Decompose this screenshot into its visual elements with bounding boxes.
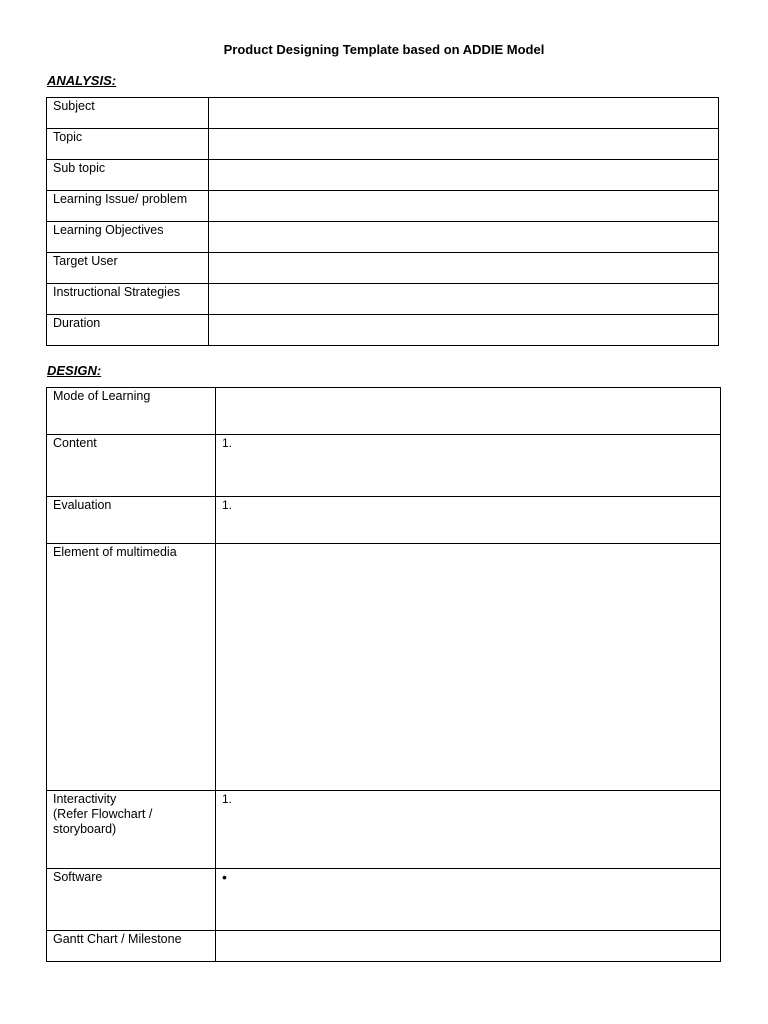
table-row — [47, 98, 719, 129]
table-row — [47, 791, 721, 869]
learning-issue-field[interactable] — [209, 191, 719, 222]
analysis-heading: ANALYSIS: — [47, 73, 117, 88]
row-label-instructional-strategies: Instructional Strategies — [47, 284, 209, 315]
duration-field[interactable] — [209, 315, 719, 346]
row-label-learning-objectives: Learning Objectives — [47, 222, 209, 253]
analysis-table — [46, 97, 719, 346]
row-label-subject: Subject — [47, 98, 209, 129]
table-row — [47, 222, 719, 253]
software-field[interactable]: • — [216, 869, 721, 931]
design-table — [46, 387, 721, 962]
topic-field[interactable] — [209, 129, 719, 160]
table-row — [47, 435, 721, 497]
gantt-chart-field[interactable] — [216, 931, 721, 962]
learning-objectives-field[interactable] — [209, 222, 719, 253]
row-label-element-of-multimedia: Element of multimedia — [47, 544, 216, 791]
document-title: Product Designing Template based on ADDIE Model — [223, 42, 545, 57]
table-row — [47, 388, 721, 435]
row-label-sub-topic: Sub topic — [47, 160, 209, 191]
row-label-mode-of-learning: Mode of Learning — [47, 388, 216, 435]
table-row — [47, 931, 721, 962]
row-label-gantt-chart: Gantt Chart / Milestone — [47, 931, 216, 962]
evaluation-field[interactable]: 1. — [216, 497, 721, 544]
subject-field[interactable] — [209, 98, 719, 129]
row-label-software: Software — [47, 869, 216, 931]
row-label-interactivity: Interactivity (Refer Flowchart / storyboard) — [47, 791, 216, 869]
content-field[interactable]: 1. — [216, 435, 721, 497]
table-row — [47, 253, 719, 284]
row-label-content: Content — [47, 435, 216, 497]
row-label-target-user: Target User — [47, 253, 209, 284]
design-heading: DESIGN: — [47, 363, 102, 378]
table-row — [47, 315, 719, 346]
table-row — [47, 497, 721, 544]
mode-of-learning-field[interactable] — [216, 388, 721, 435]
table-row — [47, 284, 719, 315]
table-row — [47, 160, 719, 191]
row-label-evaluation: Evaluation — [47, 497, 216, 544]
interactivity-field[interactable]: 1. — [216, 791, 721, 869]
element-of-multimedia-field[interactable] — [216, 544, 721, 791]
row-label-learning-issue: Learning Issue/ problem — [47, 191, 209, 222]
row-label-topic: Topic — [47, 129, 209, 160]
table-row — [47, 129, 719, 160]
target-user-field[interactable] — [209, 253, 719, 284]
table-row — [47, 191, 719, 222]
sub-topic-field[interactable] — [209, 160, 719, 191]
row-label-duration: Duration — [47, 315, 209, 346]
instructional-strategies-field[interactable] — [209, 284, 719, 315]
table-row — [47, 869, 721, 931]
table-row — [47, 544, 721, 791]
